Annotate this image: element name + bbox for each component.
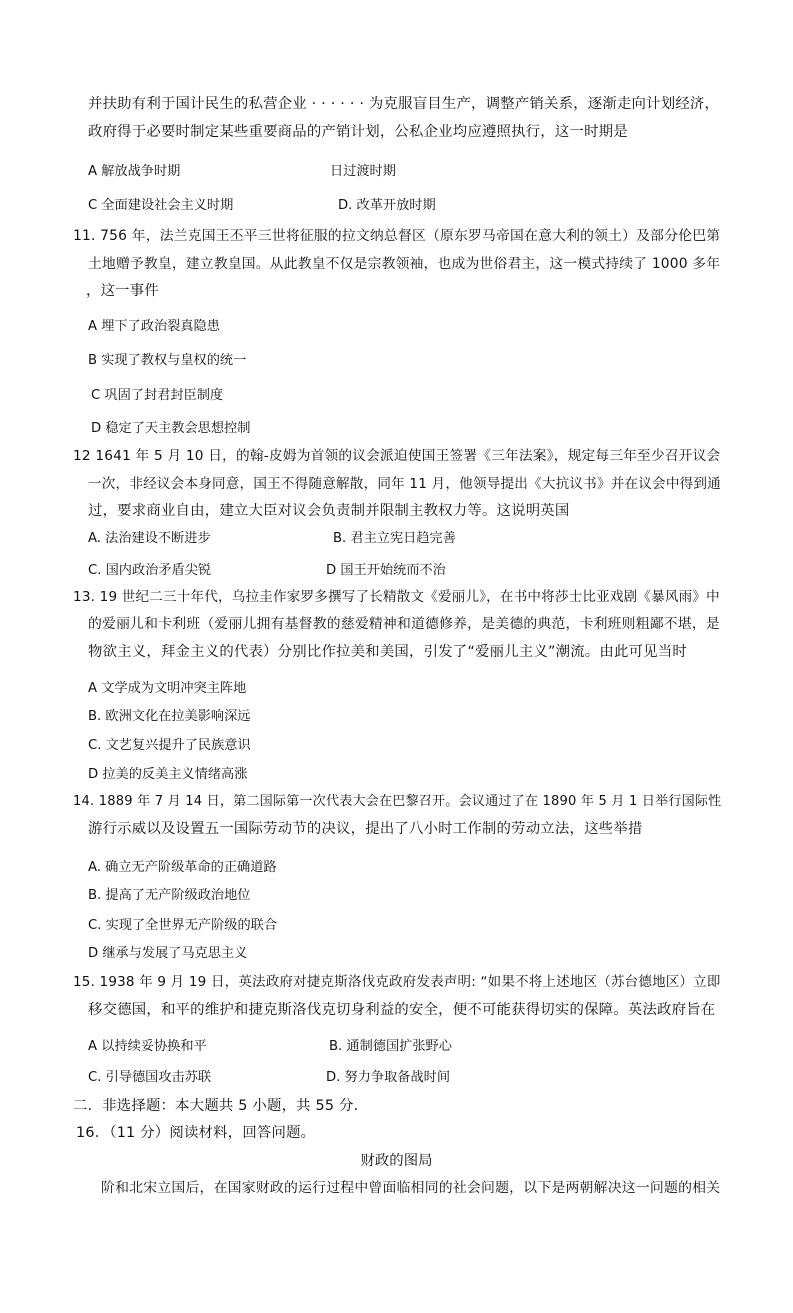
q11-stem-line-1: 11. 756 年，法兰克国王丕平三世将征服的拉文纳总督区（原东罗马帝国在意大利的领土）及部分伦巴第	[73, 228, 721, 244]
q15-option-c: C. 引导德国攻击苏联	[88, 1070, 212, 1085]
q15-stem-line-2: 移交德国，和平的维护和捷克斯洛伐克切身利益的安全，便不可能获得切实的保障。英法政府旨在	[88, 1002, 716, 1018]
q15-stem-line-1: 15. 1938 年 9 月 19 日，英法政府对捷克斯洛伐克政府发表声明: “如果不将上述地区（苏台德地区）立即	[73, 974, 721, 990]
q11-option-d: D 稳定了天主教会思想控制	[91, 421, 251, 436]
q10-stem-line-1: 并扶助有利于国计民生的私营企业 · · · · · · 为克服盲目生产，调整产销关系，逐渐走向计划经济，	[88, 96, 720, 112]
q12-stem-line-2: 一次，非经议会本身同意，国王不得随意解散，同年 11 月，他领导提出《大抗议书》并在议会中得到通	[88, 476, 721, 492]
q12-option-d: D 国王开始统而不治	[326, 563, 446, 578]
section-2-heading: 二．非选择题：本大题共 5 小题，共 55 分．	[73, 1098, 369, 1114]
q10-option-c: C 全面建设社会主义时期	[88, 198, 234, 213]
q10-stem-line-2: 政府得于必要时制定某些重要商品的产销计划，公私企业均应遵照执行，这一时期是	[88, 124, 628, 140]
q11-option-a: A 埋下了政治裂真隐患	[88, 319, 220, 334]
q14-stem-line-2: 游行示威以及设置五一国际劳动节的决议，提出了八小时工作制的劳动立法，这些举措	[88, 821, 643, 837]
q11-stem-line-3: ，这一事件	[86, 283, 159, 299]
q11-option-c: C 巩固了封君封臣制度	[91, 388, 224, 403]
q15-option-a: A 以持续妥协换和平	[88, 1039, 207, 1054]
q11-option-b: B 实现了教权与皇权的统一	[88, 353, 247, 368]
q13-option-d: D 拉美的反美主义情绪高涨	[88, 767, 248, 782]
q11-stem-line-2: 土地赠予教皇，建立教皇国。从此教皇不仅是宗教领袖，也成为世俗君主，这一模式持续了 1000 多年	[88, 256, 721, 272]
q14-option-a: A. 确立无产阶级革命的正确道路	[88, 860, 277, 875]
q14-option-b: B. 提高了无产阶级政治地位	[88, 888, 251, 903]
q15-option-b: B. 通制德国扩张野心	[329, 1039, 452, 1054]
q10-option-d: D. 改革开放时期	[338, 198, 436, 213]
q12-option-a: A. 法治建设不断进步	[88, 531, 211, 546]
q15-option-d: D. 努力争取备战时间	[326, 1070, 451, 1085]
q10-option-b: 日过渡时期	[330, 164, 396, 179]
q16-material-title: 财政的图局	[360, 1153, 433, 1169]
q13-stem-line-2: 的爱丽儿和卡利班（爱丽儿拥有基督教的慈爱精神和道德修养，是美德的典范，卡利班则粗鄙不堪，是	[88, 616, 720, 632]
q13-stem-line-1: 13. 19 世纪二三十年代，乌拉圭作家罗多撰写了长精散文《爱丽儿》，在书中将莎士比亚戏剧《暴风雨》中	[73, 589, 720, 605]
q13-stem-line-3: 物欲主义，拜金主义的代表）分别比作拉美和美国，引发了“爱丽儿主义”潮流。由此可见当时	[88, 644, 687, 660]
q16-material-paragraph: 阶和北宋立国后，在国家财政的运行过程中曾面临相同的社会问题，以下是两朝解决这一问题的相关	[101, 1180, 721, 1196]
q12-option-b: B. 君主立宪日趋完善	[333, 531, 456, 546]
q14-option-c: C. 实现了全世界无产阶级的联合	[88, 918, 278, 933]
q14-stem-line-1: 14. 1889 年 7 月 14 日，第二国际第一次代表大会在巴黎召开。会议通过了在 1890 年 5 月 1 日举行国际性	[73, 794, 722, 809]
q14-option-d: D 继承与发展了马克思主义	[88, 946, 248, 961]
q12-stem-line-3: 过，要求商业自由，建立大臣对议会负责制并限制主教权力等。这说明英国	[88, 503, 570, 519]
q12-stem-line-1: 12 1641 年 5 月 10 日，的翰-皮姆为首领的议会派迫使国王签署《三年法案》，规定每三年至少召开议会	[73, 448, 721, 464]
q16-intro: 16．（11 分）阅读材料，回答问题。	[76, 1125, 316, 1141]
q13-option-a: A 文学成为文明冲突主阵地	[88, 681, 247, 696]
q12-option-c: C. 国内政治矛盾尖锐	[88, 563, 212, 578]
q13-option-b: B. 欧洲文化在拉美影响深远	[88, 709, 251, 724]
q10-option-a: A 解放战争时期	[88, 164, 181, 179]
q13-option-c: C. 文艺复兴提升了民族意识	[88, 738, 251, 753]
